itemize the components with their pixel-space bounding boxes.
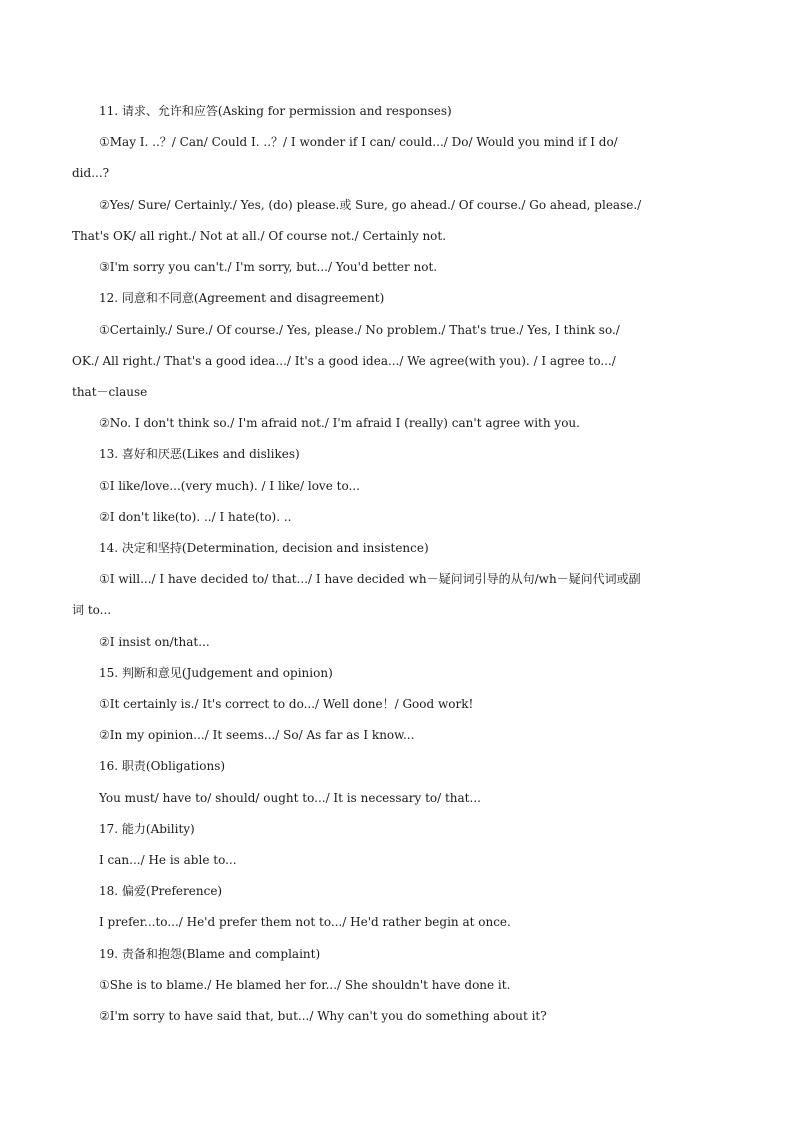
text-line-11-3: ③I'm sorry you can't./ I'm sorry, but.../ You'd better not. xyxy=(99,260,438,274)
heading-13: 13. 喜好和厌恶(Likes and dislikes) xyxy=(99,447,300,461)
text-line-19-2: ②I'm sorry to have said that, but.../ Why can't you do something about it? xyxy=(99,1009,547,1023)
heading-18: 18. 偏爱(Preference) xyxy=(99,884,223,898)
text-line-11-1b: did...? xyxy=(72,166,110,180)
heading-11: 11. 请求、允许和应答(Asking for permission and responses) xyxy=(99,104,452,118)
heading-14: 14. 决定和坚持(Determination, decision and insistence) xyxy=(99,541,429,555)
text-line-14-1a: ①I will.../ I have decided to/ that.../ I have decided wh－疑问词引导的从句/wh－疑问代词或副 xyxy=(99,572,641,586)
text-line-13-2: ②I don't like(to). ../ I hate(to). .. xyxy=(99,510,292,524)
text-line-12-1b: OK./ All right./ That's a good idea.../ It's a good idea.../ We agree(with you). / I agree to.../ xyxy=(72,354,616,368)
text-line-17: I can.../ He is able to... xyxy=(99,853,237,867)
text-line-11-1a: ①May I. ..？/ Can/ Could I. ..？/ I wonder if I can/ could.../ Do/ Would you mind if I do/ xyxy=(99,135,618,149)
text-line-15-1: ①It certainly is./ It's correct to do.../ Well done！/ Good work! xyxy=(99,697,474,711)
text-line-12-1a: ①Certainly./ Sure./ Of course./ Yes, please./ No problem./ That's true./ Yes, I think so./ xyxy=(99,323,620,337)
heading-12: 12. 同意和不同意(Agreement and disagreement) xyxy=(99,291,385,305)
text-line-15-2: ②In my opinion.../ It seems.../ So/ As far as I know... xyxy=(99,728,415,742)
heading-19: 19. 责备和抱怨(Blame and complaint) xyxy=(99,947,321,961)
heading-15: 15. 判断和意见(Judgement and opinion) xyxy=(99,666,333,680)
text-line-14-1b: 词 to... xyxy=(72,603,112,617)
text-line-12-1c: that－clause xyxy=(72,385,148,399)
text-line-13-1: ①I like/love...(very much). / I like/ love to... xyxy=(99,479,360,493)
text-line-11-2b: That's OK/ all right./ Not at all./ Of course not./ Certainly not. xyxy=(72,229,447,243)
text-line-19-1: ①She is to blame./ He blamed her for.../ She shouldn't have done it. xyxy=(99,978,511,992)
text-line-11-2a: ②Yes/ Sure/ Certainly./ Yes, (do) please.或 Sure, go ahead./ Of course./ Go ahead, please./ xyxy=(99,198,642,212)
text-line-12-2: ②No. I don't think so./ I'm afraid not./ I'm afraid I (really) can't agree with you. xyxy=(99,416,580,430)
text-line-16: You must/ have to/ should/ ought to.../ It is necessary to/ that... xyxy=(99,791,481,805)
heading-16: 16. 职责(Obligations) xyxy=(99,759,226,773)
text-line-14-2: ②I insist on/that... xyxy=(99,635,210,649)
text-line-18: I prefer...to.../ He'd prefer them not to.../ He'd rather begin at once. xyxy=(99,915,511,929)
heading-17: 17. 能力(Ability) xyxy=(99,822,195,836)
